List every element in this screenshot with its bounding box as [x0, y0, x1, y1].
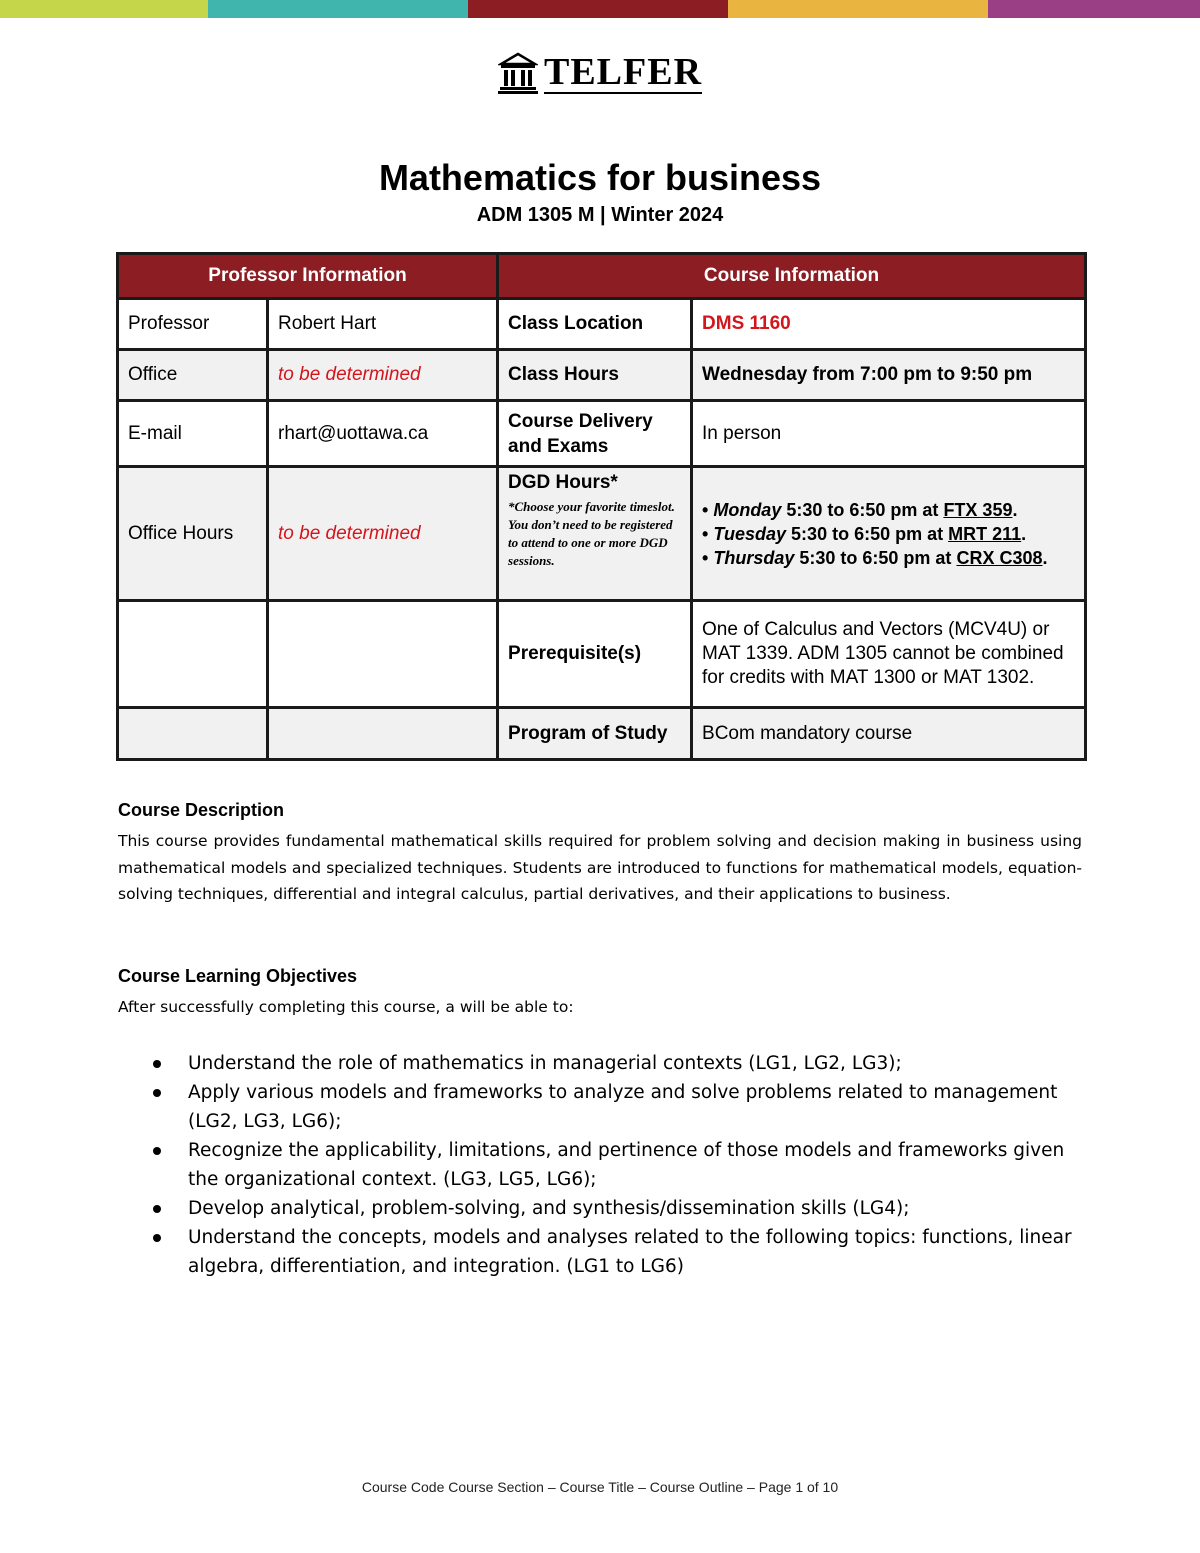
prereq-label: Prerequisite(s) — [498, 601, 692, 708]
objective-item: Recognize the applicability, limitations, and pertinence of those models and frameworks given the organizational context. (LG3, LG5, LG6); — [150, 1136, 1090, 1194]
course-description — [118, 800, 1082, 908]
page-title: Mathematics for business — [378, 157, 822, 198]
dgd-session-thursday: • Thursday 5:30 to 6:50 pm at CRX C308. — [702, 546, 1075, 570]
dgd-session-monday: • Monday 5:30 to 6:50 pm at FTX 359. — [702, 498, 1075, 522]
program-value: BCom mandatory course — [692, 708, 1086, 760]
telfer-logo — [0, 52, 1200, 94]
objectives-intro: After successfully completing this course, a will be able to: — [118, 998, 574, 1016]
logo-text: TELFER — [543, 51, 703, 93]
office-label: Office — [118, 350, 268, 401]
office-hours-value: to be determined — [268, 467, 498, 601]
learning-objectives — [118, 966, 1082, 1021]
color-bar-red — [468, 0, 728, 18]
color-bar-purple — [988, 0, 1200, 18]
professor-info-header: Professor Information — [118, 254, 498, 299]
room-link[interactable]: CRX C308 — [956, 547, 1043, 568]
info-table — [116, 252, 1087, 761]
room-link[interactable]: FTX 359 — [943, 499, 1013, 520]
program-label: Program of Study — [498, 708, 692, 760]
color-bar-teal — [208, 0, 468, 18]
dgd-session-list — [702, 498, 1075, 570]
professor-value: Robert Hart — [268, 299, 498, 350]
class-hours-value: Wednesday from 7:00 pm to 9:50 pm — [692, 350, 1086, 401]
dgd-session-tuesday: • Tuesday 5:30 to 6:50 pm at MRT 211. — [702, 522, 1075, 546]
objectives-list — [150, 1049, 1090, 1281]
delivery-value: In person — [692, 401, 1086, 467]
objective-item: Understand the role of mathematics in managerial contexts (LG1, LG2, LG3); — [150, 1049, 1090, 1078]
dgd-hours-cell — [498, 467, 692, 601]
prereq-value: One of Calculus and Vectors (MCV4U) or MAT 1339. ADM 1305 cannot be combined for credits with MAT 1300 or MAT 1302. — [692, 601, 1086, 708]
empty-cell — [268, 708, 498, 760]
color-bar-green — [0, 0, 208, 18]
objective-item: Apply various models and frameworks to analyze and solve problems related to management (LG2, LG3, LG6); — [150, 1078, 1090, 1136]
empty-cell — [268, 601, 498, 708]
description-text: This course provides fundamental mathematical skills required for problem solving and decision making in business using mathematical models and specialized techniques. Students are introduced to functions for mathematical models, equation-solving techniques, differential and integral calculus, partial derivatives, and their applications to business. — [118, 832, 1082, 903]
color-bar-yellow — [728, 0, 988, 18]
dgd-sessions-cell — [692, 467, 1086, 601]
office-hours-label: Office Hours — [118, 467, 268, 601]
dgd-note: *Choose your favorite timeslot. You don’t need to be registered to attend to one or more DGD sessions. — [508, 499, 675, 568]
email-value[interactable]: rhart@uottawa.ca — [268, 401, 498, 467]
office-value: to be determined — [268, 350, 498, 401]
professor-label: Professor — [118, 299, 268, 350]
empty-cell — [118, 601, 268, 708]
objective-item: Understand the concepts, models and analyses related to the following topics: functions, linear algebra, differentiation, and integration. (LG1 to LG6) — [150, 1223, 1090, 1281]
dgd-hours-label: DGD Hours* — [508, 472, 618, 493]
empty-cell — [118, 708, 268, 760]
room-link[interactable]: MRT 211 — [948, 523, 1022, 544]
description-heading: Course Description — [118, 800, 285, 820]
course-info-header: Course Information — [498, 254, 1086, 299]
objective-item: Develop analytical, problem-solving, and synthesis/dissemination skills (LG4); — [150, 1194, 1090, 1223]
class-location-value: DMS 1160 — [692, 299, 1086, 350]
course-code-term: ADM 1305 M | Winter 2024 — [476, 204, 724, 226]
building-columns-icon — [498, 52, 538, 94]
top-color-bar — [0, 0, 1200, 18]
class-hours-label: Class Hours — [498, 350, 692, 401]
page-footer: Course Code Course Section – Course Title – Course Outline – Page 1 of 10 — [361, 1479, 839, 1495]
email-label: E-mail — [118, 401, 268, 467]
delivery-label: Course Delivery and Exams — [498, 401, 692, 467]
class-location-label: Class Location — [498, 299, 692, 350]
objectives-heading: Course Learning Objectives — [118, 966, 358, 986]
